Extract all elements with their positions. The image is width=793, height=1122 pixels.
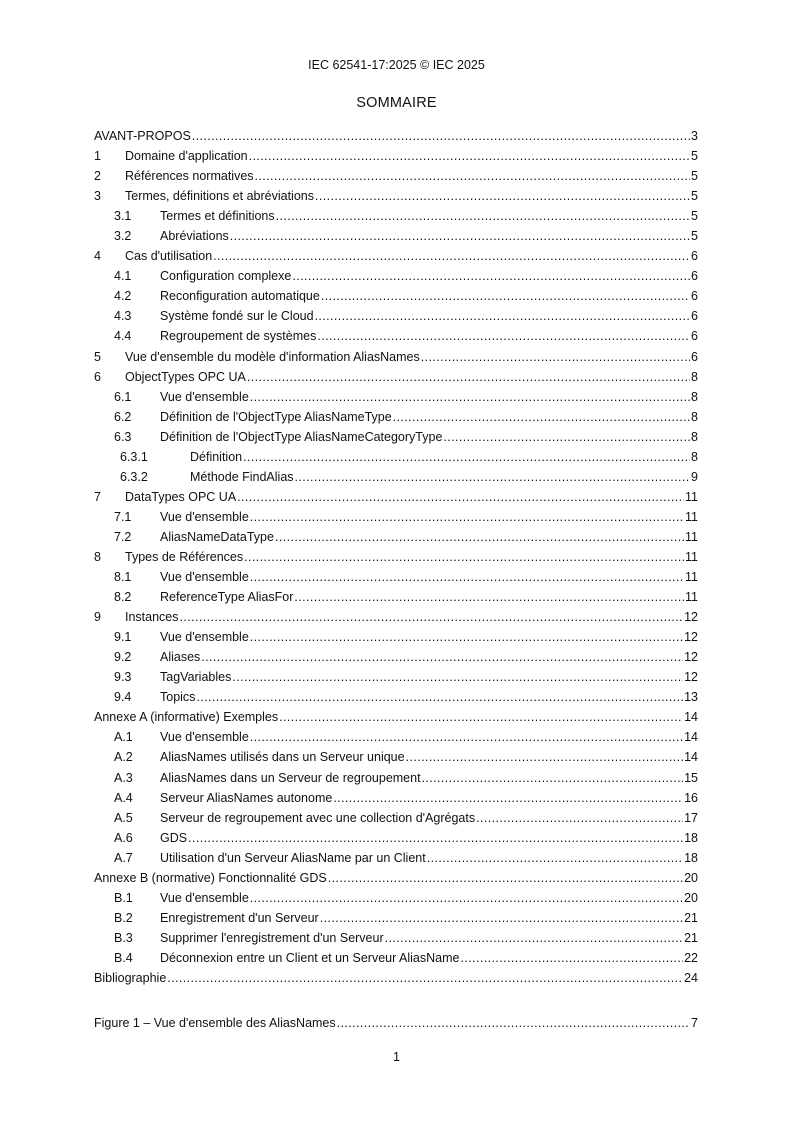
toc-entry[interactable]: [94, 167, 698, 187]
dot-leader: [244, 548, 684, 566]
toc-entry-title: Système fondé sur le Cloud: [160, 309, 314, 324]
toc-entry-row: [160, 528, 698, 546]
toc-entry-page: 11: [685, 489, 698, 504]
toc-entry-title: Reconfiguration automatique: [160, 289, 320, 304]
toc-entry[interactable]: [94, 408, 698, 428]
toc-entry[interactable]: [94, 468, 698, 488]
toc-entry-number: 8.1: [114, 570, 132, 585]
toc-entry[interactable]: [94, 127, 698, 147]
toc-entry[interactable]: [94, 809, 698, 829]
toc-entry-number: A.1: [114, 730, 133, 745]
toc-entry-title: Vue d'ensemble du modèle d'information AliasNames: [125, 349, 420, 364]
toc-entry[interactable]: [94, 307, 698, 327]
toc-entry-row: [125, 368, 698, 386]
toc-entry-row: [94, 969, 698, 987]
dot-leader: [321, 287, 690, 305]
toc-entry-number: 7.2: [114, 529, 132, 544]
toc-entry-page: 17: [684, 810, 698, 825]
toc-entry[interactable]: [94, 568, 698, 588]
toc-entry-number: 6: [94, 369, 101, 384]
toc-entry-page: 5: [691, 209, 698, 224]
toc-entry-page: 8: [691, 449, 698, 464]
toc-entry-title: ObjectTypes OPC UA: [125, 369, 246, 384]
figure-entry[interactable]: [94, 1014, 698, 1034]
toc-entry[interactable]: [94, 588, 698, 608]
toc-entry[interactable]: [94, 769, 698, 789]
toc-entry-page: 14: [684, 730, 698, 745]
dot-leader: [196, 688, 683, 706]
toc-entry-title: Regroupement de systèmes: [160, 329, 317, 344]
toc-entry[interactable]: [94, 247, 698, 267]
toc-entry-number: 6.3: [114, 429, 132, 444]
toc-entry-number: 3.2: [114, 229, 132, 244]
toc-entry-title: Annexe A (informative) Exemples: [94, 710, 279, 725]
toc-entry-page: 12: [684, 630, 698, 645]
toc-entry-title: Configuration complexe: [160, 269, 292, 284]
toc-entry[interactable]: [94, 929, 698, 949]
toc-entry-page: 21: [684, 930, 698, 945]
toc-entry-row: [160, 327, 698, 345]
dot-leader: [188, 829, 683, 847]
toc-entry[interactable]: [94, 748, 698, 768]
toc-entry-number: 3.1: [114, 209, 132, 224]
toc-entry-row: [94, 127, 698, 145]
toc-entry-number: 9.2: [114, 650, 132, 665]
toc-entry[interactable]: [94, 388, 698, 408]
toc-entry-row: [125, 608, 698, 626]
dot-leader: [213, 247, 690, 265]
toc-entry-title: Vue d'ensemble: [160, 890, 249, 905]
toc-entry-number: B.2: [114, 910, 133, 925]
toc-entry-row: [160, 668, 698, 686]
toc-entry-title: Supprimer l'enregistrement d'un Serveur: [160, 930, 384, 945]
toc-entry-title: ReferenceType AliasFor: [160, 590, 294, 605]
toc-entry-title: AliasNameDataType: [160, 529, 274, 544]
toc-entry[interactable]: [94, 708, 698, 728]
toc-entry-row: [160, 408, 698, 426]
toc-entry-page: 6: [691, 349, 698, 364]
toc-entry-number: 4.3: [114, 309, 132, 324]
toc-entry-title: Cas d'utilisation: [125, 249, 213, 264]
toc-entry-number: 9.4: [114, 690, 132, 705]
toc-title: SOMMAIRE: [356, 95, 437, 111]
toc-entry-row: [160, 769, 698, 787]
toc-entry-number: 6.2: [114, 409, 132, 424]
dot-leader: [421, 348, 690, 366]
toc-entry-row: [160, 688, 698, 706]
toc-entry-page: 7: [691, 1016, 698, 1030]
dot-leader: [167, 969, 683, 987]
dot-leader: [276, 207, 690, 225]
toc-entry[interactable]: [94, 327, 698, 347]
dot-leader: [315, 307, 690, 325]
toc-entry[interactable]: [94, 147, 698, 167]
toc-entry[interactable]: [94, 949, 698, 969]
dot-leader: [294, 588, 684, 606]
toc-entry-row: [94, 1014, 698, 1032]
toc-entry-row: [160, 748, 698, 766]
toc-entry-row: [190, 448, 698, 466]
toc-entry-number: 4.1: [114, 269, 132, 284]
toc-entry-row: [125, 548, 698, 566]
toc-entry-page: 8: [691, 389, 698, 404]
toc-entry-row: [160, 307, 698, 325]
toc-entry-title: AliasNames dans un Serveur de regroupement: [160, 770, 421, 785]
toc-entry-row: [160, 728, 698, 746]
toc-entry-title: Abréviations: [160, 229, 229, 244]
toc-entry-page: 16: [684, 790, 698, 805]
toc-entry-number: 9.1: [114, 630, 132, 645]
toc-entry-page: 13: [684, 690, 698, 705]
toc-entry[interactable]: [94, 227, 698, 247]
toc-entry-title: Bibliographie: [94, 970, 167, 985]
toc-entry-number: 1: [94, 149, 101, 164]
list-of-figures: [94, 1014, 698, 1034]
toc-entry-number: 6.3.1: [120, 449, 148, 464]
dot-leader: [243, 448, 690, 466]
toc-entry-page: 5: [691, 169, 698, 184]
dot-leader: [230, 227, 690, 245]
toc-entry[interactable]: [94, 909, 698, 929]
toc-entry-title: Vue d'ensemble: [160, 730, 249, 745]
dot-leader: [250, 628, 683, 646]
toc-entry[interactable]: [94, 187, 698, 207]
toc-entry-page: 3: [691, 129, 698, 143]
toc-entry-row: [160, 789, 698, 807]
toc-entry-row: [125, 167, 698, 185]
toc-entry[interactable]: [94, 267, 698, 287]
toc-entry-number: 9.3: [114, 670, 132, 685]
dot-leader: [250, 508, 684, 526]
toc-entry-page: 5: [691, 229, 698, 244]
toc-entry-row: [125, 488, 698, 506]
toc-entry-number: 7.1: [114, 509, 132, 524]
toc-entry[interactable]: [94, 789, 698, 809]
toc-entry-page: 14: [684, 710, 698, 725]
toc-entry-page: 22: [684, 950, 698, 965]
toc-entry-page: 24: [684, 970, 698, 985]
toc-entry-row: [160, 207, 698, 225]
toc-entry-page: 6: [691, 269, 698, 284]
toc-entry-page: 9: [691, 469, 698, 484]
toc-entry-title: Vue d'ensemble: [160, 509, 249, 524]
toc-entry-page: 8: [691, 429, 698, 444]
dot-leader: [443, 428, 690, 446]
toc-entry-title: Définition: [190, 449, 243, 464]
toc-entry[interactable]: [94, 608, 698, 628]
dot-leader: [476, 809, 683, 827]
toc-entry-number: A.3: [114, 770, 133, 785]
toc-entry-page: 8: [691, 369, 698, 384]
toc-entry-row: [160, 849, 698, 867]
toc-entry-number: 3: [94, 189, 101, 204]
toc-entry-page: 15: [684, 770, 698, 785]
toc-entry-title: Définition de l'ObjectType AliasNameCategoryType: [160, 429, 443, 444]
toc-entry-title: Instances: [125, 610, 179, 625]
toc-entry-number: 9: [94, 610, 101, 625]
toc-entry-number: 5: [94, 349, 101, 364]
dot-leader: [393, 408, 690, 426]
dot-leader: [385, 929, 683, 947]
dot-leader: [315, 187, 690, 205]
toc-entry-title: Aliases: [160, 650, 201, 665]
toc-entry-row: [94, 708, 698, 726]
toc-entry-number: A.7: [114, 850, 133, 865]
toc-entry-number: 7: [94, 489, 101, 504]
toc-entry-page: 11: [685, 549, 698, 564]
toc-entry-row: [160, 949, 698, 967]
toc-entry-page: 5: [691, 149, 698, 164]
toc-entry-row: [160, 568, 698, 586]
toc-entry-row: [160, 588, 698, 606]
dot-leader: [232, 668, 683, 686]
dot-leader: [328, 869, 683, 887]
toc-entry-number: A.5: [114, 810, 133, 825]
dot-leader: [275, 528, 684, 546]
toc-entry-page: 6: [691, 329, 698, 344]
toc-entry-title: Vue d'ensemble: [160, 630, 249, 645]
dot-leader: [247, 368, 690, 386]
toc-entry-title: Déconnexion entre un Client et un Serveur AliasName: [160, 950, 460, 965]
toc-entry-title: Vue d'ensemble: [160, 570, 249, 585]
toc-entry-title: DataTypes OPC UA: [125, 489, 237, 504]
toc-entry-title: Domaine d'application: [125, 149, 248, 164]
toc-entry[interactable]: [94, 528, 698, 548]
toc-entry[interactable]: [94, 207, 698, 227]
dot-leader: [320, 909, 683, 927]
toc-entry-row: [125, 187, 698, 205]
toc-entry-title: Serveur AliasNames autonome: [160, 790, 333, 805]
toc-entry-title: Termes, définitions et abréviations: [125, 189, 314, 204]
toc-entry-number: A.6: [114, 830, 133, 845]
toc-entry[interactable]: [94, 428, 698, 448]
toc-entry-title: Types de Références: [125, 549, 244, 564]
dot-leader: [249, 147, 690, 165]
toc-entry-page: 20: [684, 890, 698, 905]
dot-leader: [180, 608, 684, 626]
toc-entry-row: [125, 348, 698, 366]
dot-leader: [250, 388, 690, 406]
document-id: IEC 62541-17:2025 © IEC 2025: [308, 58, 485, 72]
toc-entry[interactable]: [94, 368, 698, 388]
dot-leader: [250, 889, 683, 907]
toc-entry-page: 8: [691, 409, 698, 424]
toc-entry-page: 6: [691, 289, 698, 304]
toc-entry-title: Figure 1 – Vue d'ensemble des AliasNames: [94, 1016, 336, 1030]
toc-entry-row: [190, 468, 698, 486]
dot-leader: [406, 748, 684, 766]
toc-entry-number: 6.1: [114, 389, 132, 404]
toc-entry-page: 18: [684, 850, 698, 865]
toc-entry[interactable]: [94, 869, 698, 889]
toc-entry[interactable]: [94, 287, 698, 307]
toc-entry[interactable]: [94, 648, 698, 668]
toc-entry[interactable]: [94, 348, 698, 368]
toc-entry-row: [160, 227, 698, 245]
toc-entry-row: [160, 929, 698, 947]
toc-entry-row: [160, 648, 698, 666]
toc-entry-title: Enregistrement d'un Serveur: [160, 910, 319, 925]
toc-entry-page: 18: [684, 830, 698, 845]
toc-entry-number: 6.3.2: [120, 469, 148, 484]
toc-entry-page: 12: [684, 610, 698, 625]
toc-entry-title: TagVariables: [160, 670, 232, 685]
toc-entry-page: 20: [684, 870, 698, 885]
toc-entry-row: [160, 829, 698, 847]
toc-entry-page: 6: [691, 249, 698, 264]
toc-entry-title: Termes et définitions: [160, 209, 275, 224]
toc-entry-page: 12: [684, 670, 698, 685]
toc-entry-page: 11: [685, 509, 698, 524]
toc-entry[interactable]: [94, 628, 698, 648]
dot-leader: [333, 789, 683, 807]
toc-entry-title: Méthode FindAlias: [190, 469, 294, 484]
toc-entry[interactable]: [94, 969, 698, 989]
toc-entry-row: [125, 247, 698, 265]
toc-entry-number: B.1: [114, 890, 133, 905]
dot-leader: [422, 769, 684, 787]
dot-leader: [192, 127, 690, 145]
toc-entry-number: 4.2: [114, 289, 132, 304]
toc-entry[interactable]: [94, 448, 698, 468]
toc-entry-number: B.4: [114, 950, 133, 965]
toc-entry-page: 5: [691, 189, 698, 204]
dot-leader: [337, 1014, 690, 1032]
toc-entry-row: [160, 508, 698, 526]
toc-entry-row: [160, 809, 698, 827]
dot-leader: [250, 728, 683, 746]
toc-entry-row: [94, 869, 698, 887]
toc-entry-title: AliasNames utilisés dans un Serveur unique: [160, 750, 405, 765]
table-of-contents: [94, 127, 698, 989]
toc-entry[interactable]: [94, 728, 698, 748]
toc-entry[interactable]: [94, 688, 698, 708]
toc-entry-page: 11: [685, 570, 698, 585]
toc-entry[interactable]: [94, 548, 698, 568]
toc-entry-row: [160, 889, 698, 907]
dot-leader: [292, 267, 690, 285]
toc-entry-page: 11: [685, 590, 698, 605]
dot-leader: [279, 708, 683, 726]
page-number: 1: [393, 1050, 400, 1064]
toc-entry-title: Vue d'ensemble: [160, 389, 249, 404]
toc-entry-number: 8.2: [114, 590, 132, 605]
toc-entry-row: [160, 428, 698, 446]
dot-leader: [201, 648, 683, 666]
toc-entry[interactable]: [94, 668, 698, 688]
toc-entry-title: Serveur de regroupement avec une collection d'Agrégats: [160, 810, 476, 825]
toc-entry[interactable]: [94, 488, 698, 508]
toc-entry-row: [125, 147, 698, 165]
toc-entry-title: Topics: [160, 690, 196, 705]
toc-entry[interactable]: [94, 849, 698, 869]
toc-entry-page: 11: [685, 529, 698, 544]
toc-entry-row: [160, 267, 698, 285]
toc-entry-title: GDS: [160, 830, 188, 845]
toc-entry-number: B.3: [114, 930, 133, 945]
toc-entry-page: 14: [684, 750, 698, 765]
toc-entry-number: 8: [94, 549, 101, 564]
toc-entry-number: 2: [94, 169, 101, 184]
toc-entry-title: AVANT-PROPOS: [94, 129, 191, 143]
toc-entry-row: [160, 909, 698, 927]
dot-leader: [460, 949, 683, 967]
dot-leader: [295, 468, 691, 486]
toc-entry[interactable]: [94, 829, 698, 849]
toc-entry-number: A.4: [114, 790, 133, 805]
toc-entry-page: 12: [684, 650, 698, 665]
toc-entry-number: 4: [94, 249, 101, 264]
toc-entry-number: A.2: [114, 750, 133, 765]
toc-entry-page: 21: [684, 910, 698, 925]
dot-leader: [250, 568, 684, 586]
toc-entry-row: [160, 388, 698, 406]
toc-entry-row: [160, 628, 698, 646]
dot-leader: [427, 849, 683, 867]
dot-leader: [237, 488, 684, 506]
toc-entry[interactable]: [94, 508, 698, 528]
toc-entry[interactable]: [94, 889, 698, 909]
toc-entry-title: Définition de l'ObjectType AliasNameType: [160, 409, 392, 424]
toc-entry-number: 4.4: [114, 329, 132, 344]
toc-entry-row: [160, 287, 698, 305]
toc-entry-title: Références normatives: [125, 169, 254, 184]
toc-entry-title: Utilisation d'un Serveur AliasName par un Client: [160, 850, 426, 865]
document-header: [0, 57, 793, 73]
toc-entry-page: 6: [691, 309, 698, 324]
dot-leader: [317, 327, 690, 345]
dot-leader: [255, 167, 691, 185]
toc-entry-title: Annexe B (normative) Fonctionnalité GDS: [94, 870, 327, 885]
